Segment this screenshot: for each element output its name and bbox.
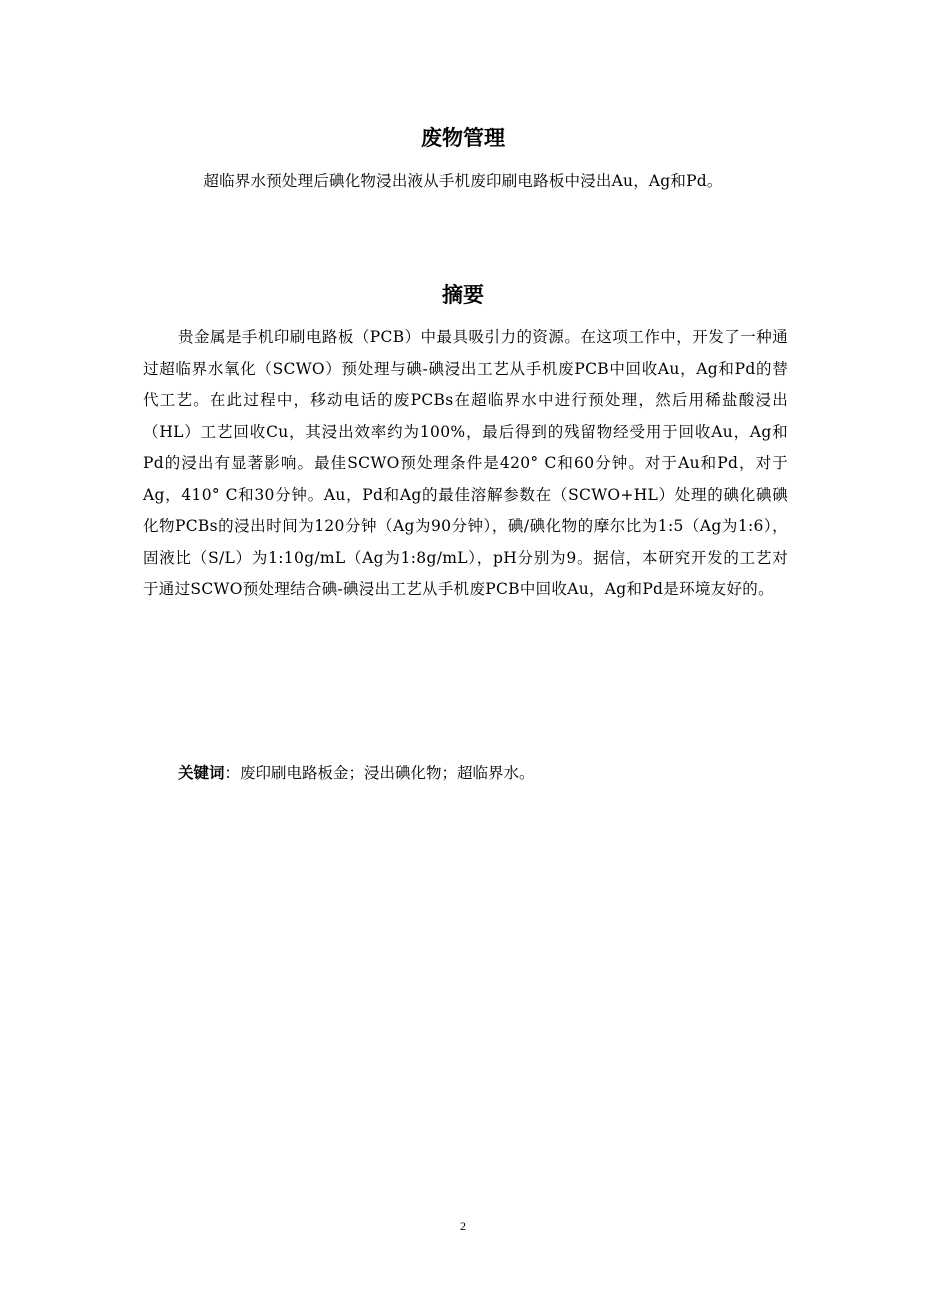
keywords-separator: ： [224, 764, 241, 782]
paper-title: 超临界水预处理后碘化物浸出液从手机废印刷电路板中浸出Au，Ag和Pd。 [203, 172, 723, 190]
journal-title: 废物管理 [421, 126, 505, 150]
abstract-body: 贵金属是手机印刷电路板（PCB）中最具吸引力的资源。在这项工作中，开发了一种通过超临界水氧化（SCWO）预处理与碘-碘浸出工艺从手机废PCB中回收Au，Ag和Pd的替代工艺。在此过程中，移动电话的废PCBs在超临界水中进行预处理，然后用稀盐酸浸出（HL）工艺回收Cu，其浸出效率约为100%，最后得到的残留物经受用于回收Au，Ag和Pd的浸出有显著影响。最佳SCWO预处理条件是420° C和60分钟。对于Au和Pd，对于Ag，410° C和30分钟。Au，Pd和Ag的最佳溶解参数在（SCWO+HL）处理的碘化碘碘化物PCBs的浸出时间为120分钟（Ag为90分钟），碘/碘化物的摩尔比为1:5（Ag为1:6），固液比（S/L）为1:10g/mL（Ag为1:8g/mL），pH分别为9。据信，本研究开发的工艺对于通过SCWO预处理结合碘-碘浸出工艺从手机废PCB中回收Au，Ag和Pd是环境友好的。 [143, 328, 788, 598]
page-number: 2 [460, 1219, 466, 1233]
keywords-label: 关键词 [178, 764, 225, 782]
abstract-heading: 摘要 [442, 283, 484, 307]
keywords-line [178, 762, 788, 784]
keywords-text: 废印刷电路板金；浸出碘化物；超临界水。 [240, 764, 535, 782]
